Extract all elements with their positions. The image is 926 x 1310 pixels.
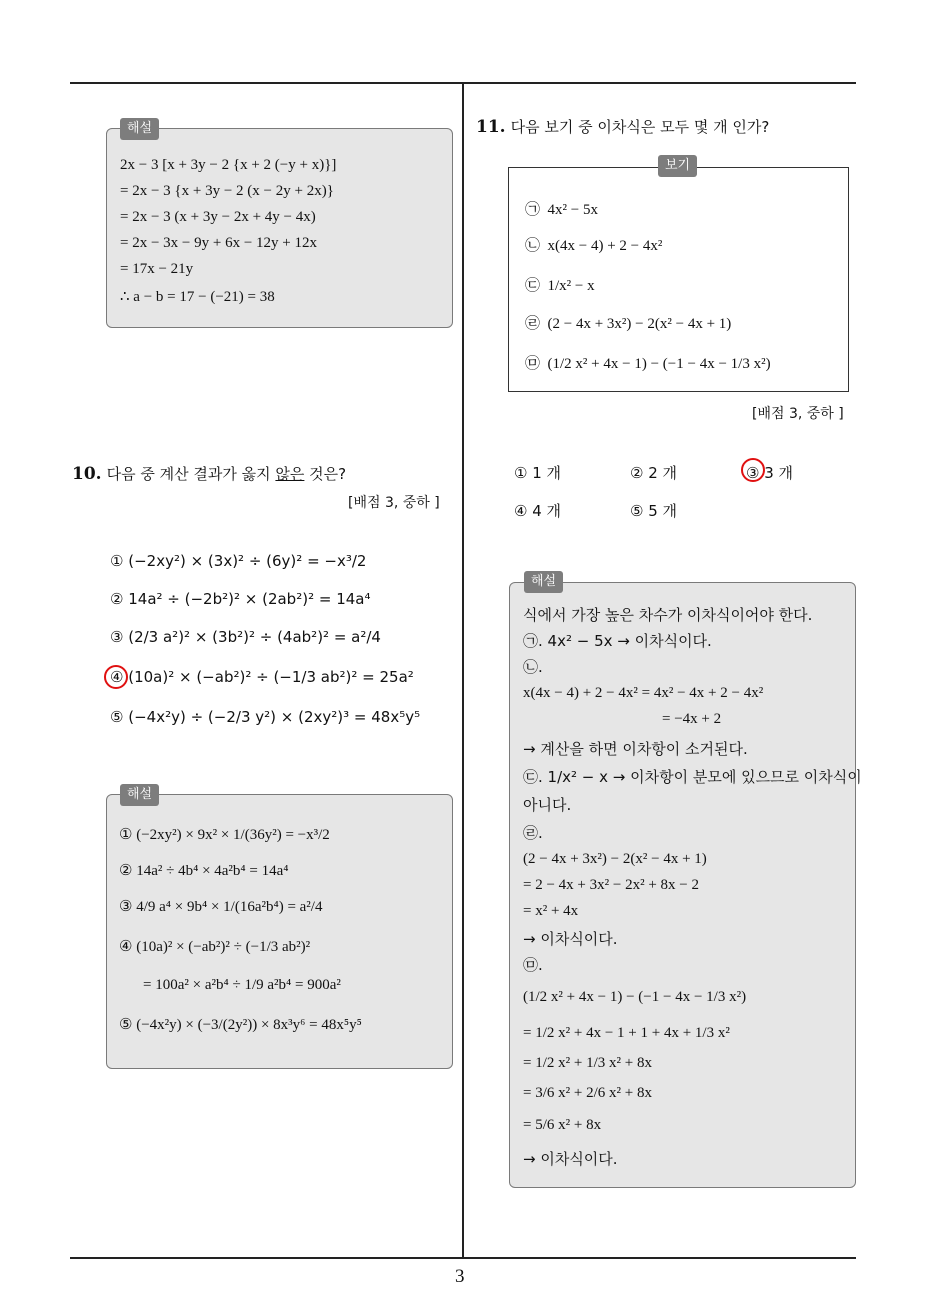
solution-line: = 17x − 21y [120, 261, 194, 277]
bogi-expression: x(4x − 4) + 2 − 4x² [547, 238, 663, 254]
solution-line: ㉢. 1/x² − x → 이차항이 분모에 있으므로 이차식이 [523, 768, 862, 786]
solution-line: → 이차식이다. [523, 1150, 618, 1168]
bogi-expression: (1/2 x² + 4x − 1) − (−1 − 4x − 1/3 x²) [547, 356, 771, 372]
solution-line: (1/2 x² + 4x − 1) − (−1 − 4x − 1/3 x²) [523, 989, 747, 1005]
solution-line: ㉠. 4x² − 5x → 이차식이다. [523, 632, 712, 650]
q10-choice-2[interactable] [110, 590, 370, 608]
solution-line: = 1/2 x² + 4x − 1 + 1 + 4x + 1/3 x² [523, 1025, 730, 1041]
bogi-label: ㉣ [525, 316, 541, 332]
answer-mark-circle [741, 458, 765, 482]
solution-tag: 해설 [120, 118, 159, 140]
bogi-expression: 1/x² − x [547, 278, 595, 294]
bogi-item [525, 200, 598, 220]
choice-expression: 14a² ÷ (−2b²)² × (2ab²)² = 14a⁴ [128, 590, 371, 608]
bogi-label: ㉤ [525, 356, 541, 372]
bogi-label: ㉢ [525, 278, 541, 294]
solution-line: ② 14a² ÷ 4b⁴ × 4a²b⁴ = 14a⁴ [119, 863, 289, 879]
solution-line: = 5/6 x² + 8x [523, 1117, 602, 1133]
choice-label: ③ [110, 628, 124, 646]
bogi-item [525, 314, 731, 334]
bogi-item [525, 236, 662, 256]
page-number: 3 [455, 1266, 465, 1287]
bottom-rule [70, 1257, 856, 1259]
choice-expression: (−4x²y) ÷ (−2/3 y²) × (2xy²)³ = 48x⁵y⁵ [128, 708, 421, 726]
question-11-score: [배점 3, 중하 ] [752, 406, 844, 422]
solution-line: ㉣. [523, 824, 543, 842]
bogi-expression: (2 − 4x + 3x²) − 2(x² − 4x + 1) [547, 316, 732, 332]
question-11-heading [476, 116, 769, 137]
answer-mark-circle [104, 665, 128, 689]
q10-choice-1[interactable] [110, 552, 366, 570]
question-text-underlined: 않은 [275, 465, 305, 483]
question-number: 11. [476, 117, 506, 137]
bogi-item [525, 276, 595, 296]
q10-choice-4[interactable] [110, 668, 414, 686]
solution-line: ① (−2xy²) × 9x² × 1/(36y²) = −x³/2 [119, 827, 330, 843]
q11-choice-4[interactable]: ④ 4 개 [514, 502, 562, 520]
choice-label: ④ [110, 668, 124, 686]
q10-choice-5[interactable] [110, 708, 420, 726]
solution-line: = 2x − 3 (x + 3y − 2x + 4y − 4x) [120, 209, 316, 225]
solution-line: 2x − 3 [x + 3y − 2 {x + 2 (−y + x)}] [120, 157, 337, 173]
question-text: 다음 보기 중 이차식은 모두 몇 개 인가? [510, 118, 770, 136]
bogi-tag: 보기 [658, 155, 697, 177]
solution-line: ③ 4/9 a⁴ × 9b⁴ × 1/(16a²b⁴) = a²/4 [119, 899, 323, 915]
solution-line: = 2x − 3x − 9y + 6x − 12y + 12x [120, 235, 318, 251]
q11-choice-3[interactable]: ③ 3 개 [746, 464, 794, 482]
question-text: 다음 중 계산 결과가 옳지 [106, 465, 276, 483]
solution-line: ∴ a − b = 17 − (−21) = 38 [120, 289, 275, 305]
solution-line: x(4x − 4) + 2 − 4x² = 4x² − 4x + 2 − 4x² [523, 685, 764, 701]
solution-tag: 해설 [120, 784, 159, 806]
choice-expression: (10a)² × (−ab²)² ÷ (−1/3 ab²)² = 25a² [128, 668, 414, 686]
choice-expression: (2/3 a²)² × (3b²)² ÷ (4ab²)² = a²/4 [128, 628, 381, 646]
bogi-expression: 4x² − 5x [547, 202, 598, 218]
bogi-label: ㉠ [525, 202, 541, 218]
solution-line: ㉡. [523, 658, 543, 676]
question-number: 10. [72, 464, 102, 484]
solution-line: → 이차식이다. [523, 930, 618, 948]
solution-line: = −4x + 2 [662, 711, 722, 727]
question-10-score: [배점 3, 중하 ] [348, 495, 440, 511]
choice-expression: (−2xy²) × (3x)² ÷ (6y)² = −x³/2 [128, 552, 367, 570]
choice-label: ⑤ [110, 708, 124, 726]
solution-box-q10 [106, 794, 453, 1069]
q11-choice-1[interactable]: ① 1 개 [514, 464, 562, 482]
solution-line: = x² + 4x [523, 903, 579, 919]
solution-box-q9 [106, 128, 453, 328]
solution-line: 아니다. [523, 796, 572, 814]
solution-box-q11 [509, 582, 862, 1188]
solution-line: = 100a² × a²b⁴ ÷ 1/9 a²b⁴ = 900a² [143, 977, 341, 993]
bogi-item [525, 354, 771, 374]
solution-line: ⑤ (−4x²y) × (−3/(2y²)) × 8x³y⁶ = 48x⁵y⁵ [119, 1017, 362, 1033]
solution-line: ㉤. [523, 956, 543, 974]
solution-line: = 3/6 x² + 2/6 x² + 8x [523, 1085, 652, 1101]
choice-label: ① [110, 552, 124, 570]
bogi-box [508, 167, 849, 392]
question-10-heading [72, 463, 346, 484]
column-divider [462, 82, 464, 1258]
choice-label: ② [110, 590, 124, 608]
solution-line: → 계산을 하면 이차항이 소거된다. [523, 740, 748, 758]
question-text-end: 것은? [304, 465, 347, 483]
solution-line: (2 − 4x + 3x²) − 2(x² − 4x + 1) [523, 851, 707, 867]
solution-tag: 해설 [524, 571, 563, 593]
q11-choice-5[interactable]: ⑤ 5 개 [630, 502, 678, 520]
solution-line: = 1/2 x² + 1/3 x² + 8x [523, 1055, 652, 1071]
solution-line: = 2x − 3 {x + 3y − 2 (x − 2y + 2x)} [120, 183, 334, 199]
q11-choice-2[interactable]: ② 2 개 [630, 464, 678, 482]
solution-line: = 2 − 4x + 3x² − 2x² + 8x − 2 [523, 877, 700, 893]
bogi-label: ㉡ [525, 238, 541, 254]
solution-line: ④ (10a)² × (−ab²)² ÷ (−1/3 ab²)² [119, 939, 311, 955]
solution-line: 식에서 가장 높은 차수가 이차식이어야 한다. [523, 606, 813, 624]
q10-choice-3[interactable] [110, 628, 381, 646]
